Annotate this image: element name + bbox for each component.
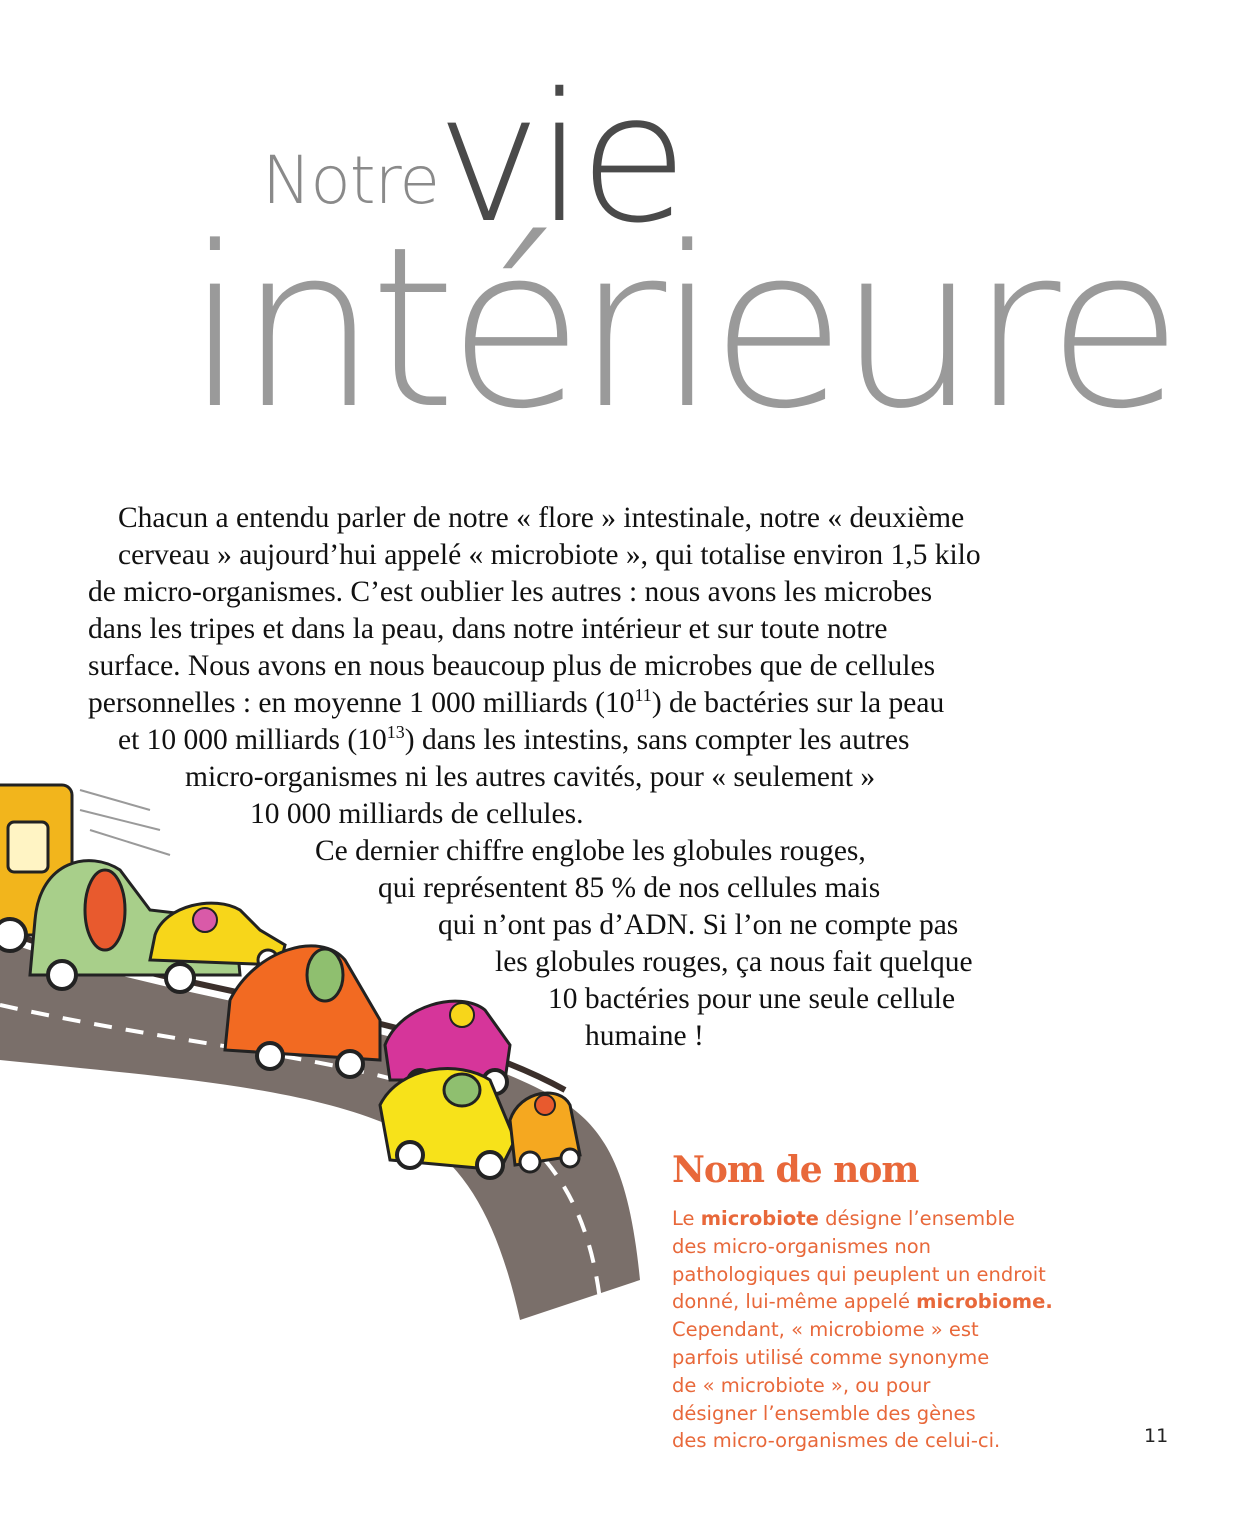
body-line: 10 000 milliards de cellules. xyxy=(250,798,584,830)
body-line: les globules rouges, ça nous fait quelque xyxy=(495,946,973,978)
sidebar-definition: Le microbiote désigne l’ensemble des micro-organismes non pathologiques qui peuplent un endroit donné, lui-même appelé microbiome. Cependant, « microbiome » est parfois utilisé comme synonyme de « microbiote », ou pour désigner l’ensemble des gènes des micro-organismes de celui-ci. xyxy=(672,1207,1053,1453)
body-line: 10 bactéries pour une seule cellule xyxy=(548,983,956,1015)
body-line: Chacun a entendu parler de notre « flore » intestinale, notre « deuxième xyxy=(118,502,965,534)
title-interieure: intérieure xyxy=(185,200,1175,458)
page-number: 11 xyxy=(1144,1425,1169,1447)
body-line: micro-organismes ni les autres cavités, pour « seulement » xyxy=(185,761,876,793)
title-vie: vie xyxy=(436,55,683,262)
orange-car-small-icon xyxy=(510,1093,580,1172)
body-line: humaine ! xyxy=(585,1020,704,1052)
body-line: qui représentent 85 % de nos cellules mais xyxy=(378,872,881,904)
body-line: surface. Nous avons en nous beaucoup plus de microbes que de cellules xyxy=(88,650,936,682)
body-line: personnelles : en moyenne 1 000 milliards $(10^{11})$ de bactéries sur la peau xyxy=(88,685,945,719)
sidebar-heading: Nom de nom xyxy=(672,1149,919,1191)
speed-lines xyxy=(80,790,170,855)
body-line: et 10 000 milliards $(10^{13})$ dans les intestins, sans compter les autres xyxy=(118,722,910,756)
body-line: qui n’ont pas d’ADN. Si l’on ne compte pas xyxy=(438,909,959,941)
body-line: cerveau » aujourd’hui appelé « microbiote », qui totalise environ 1,5 kilo xyxy=(118,539,981,571)
body-line: de micro-organismes. C’est oublier les autres : nous avons les microbes xyxy=(88,576,933,608)
title-notre: Notre xyxy=(262,142,439,219)
body-line: Ce dernier chiffre englobe les globules rouges, xyxy=(315,835,866,867)
body-line: dans les tripes et dans la peau, dans notre intérieur et sur toute notre xyxy=(88,613,888,645)
term-microbiome: microbiome. xyxy=(916,1290,1053,1314)
term-microbiote: microbiote xyxy=(700,1207,819,1230)
